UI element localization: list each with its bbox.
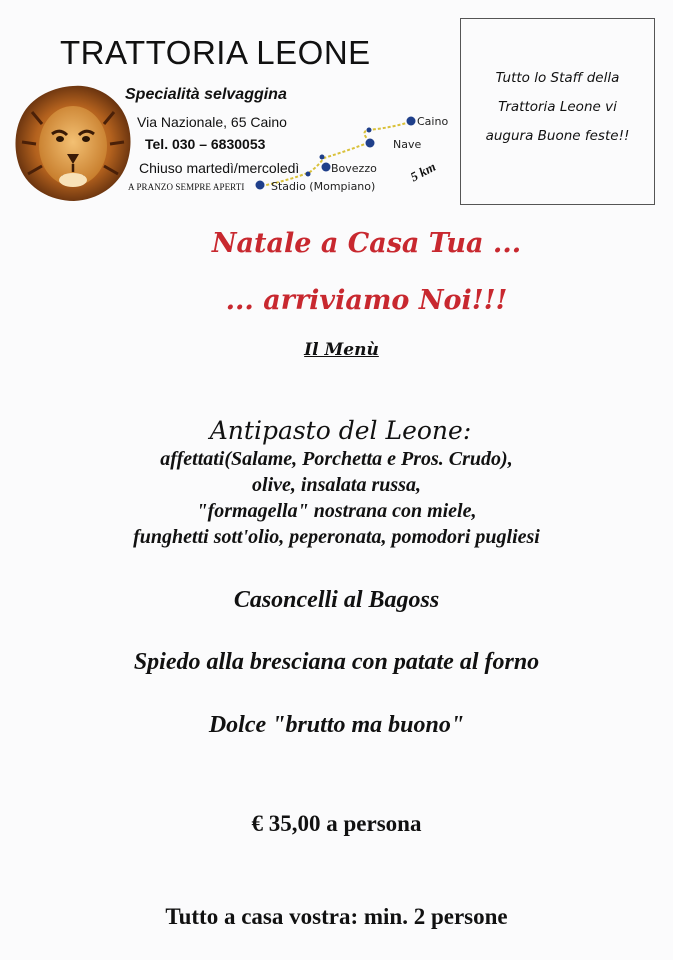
lion-head-icon xyxy=(12,82,134,204)
antipasto-line: "formagella" nostrana con miele, xyxy=(196,500,477,522)
greeting-line: Trattoria Leone vi xyxy=(498,99,617,115)
antipasto-line: olive, insalata russa, xyxy=(252,474,421,496)
map-dot-stadio xyxy=(256,181,265,190)
greeting-line: augura Buone feste!! xyxy=(485,128,630,144)
phone-text: Tel. 030 – 6830053 xyxy=(145,136,266,152)
map-dot-nave xyxy=(366,139,375,148)
headline-line-2: ... arriviamo Noi!!! xyxy=(225,285,508,316)
distance-label: 5 km xyxy=(407,158,439,185)
map-label-nave: Nave xyxy=(393,138,422,151)
course-main: Spiedo alla bresciana con patate al forno xyxy=(133,649,540,675)
address-text: Via Nazionale, 65 Caino xyxy=(137,114,287,130)
greeting-line: Tutto lo Staff della xyxy=(495,70,620,86)
course-dessert: Dolce "brutto ma buono" xyxy=(208,712,465,738)
antipasto-line: affettati(Salame, Porchetta e Pros. Crudo), xyxy=(160,448,513,470)
restaurant-name: TRATTORIA LEONE xyxy=(60,34,371,71)
map-label-stadio: Stadio (Mompiano) xyxy=(271,180,376,193)
menu-title: Il Menù xyxy=(304,340,379,360)
delivery-note: Tutto a casa vostra: min. 2 persone xyxy=(165,904,508,929)
headline-line-1: Natale a Casa Tua ... xyxy=(211,228,522,259)
map-label-caino: Caino xyxy=(417,115,449,128)
closing-days-text: Chiuso martedì/mercoledì xyxy=(139,160,300,176)
antipasto-title: Antipasto del Leone: xyxy=(209,416,472,445)
map-dot-bovezzo xyxy=(322,163,331,172)
greeting-text xyxy=(486,64,630,151)
antipasto-line: funghetti sott'olio, peperonata, pomodori pugliesi xyxy=(133,526,540,548)
map-dot-waypoint xyxy=(367,128,372,133)
map-dot-caino xyxy=(407,117,416,126)
price-text: € 35,00 a persona xyxy=(251,811,422,836)
specialty-text: Specialità selvaggina xyxy=(125,86,287,103)
lunch-hours-text: A PRANZO SEMPRE APERTI xyxy=(128,182,245,192)
greeting-box xyxy=(460,18,655,205)
map-label-bovezzo: Bovezzo xyxy=(331,162,377,175)
course-first: Casoncelli al Bagoss xyxy=(233,587,440,613)
map-dot-waypoint xyxy=(306,172,311,177)
map-dot-waypoint xyxy=(320,155,325,160)
